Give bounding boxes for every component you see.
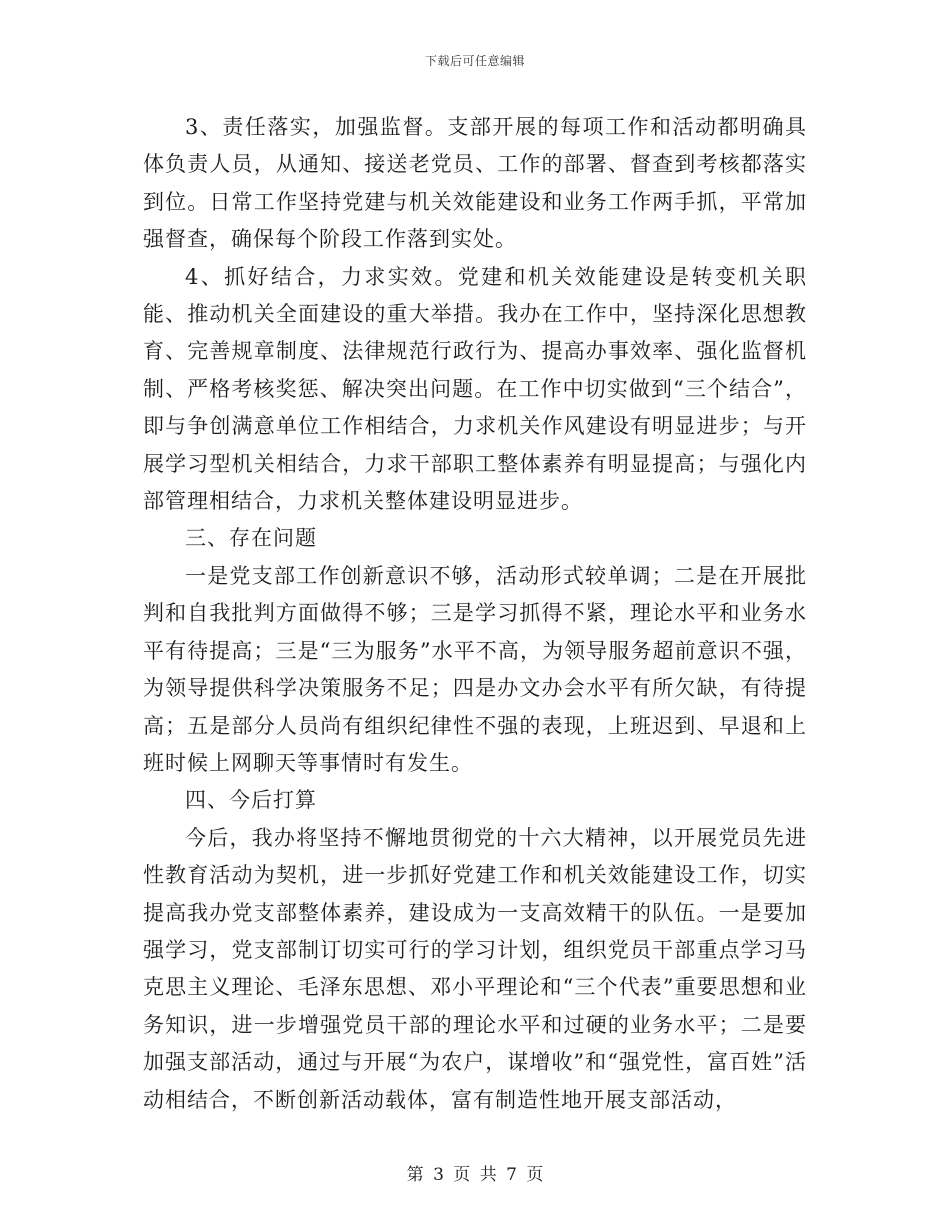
document-body	[143, 109, 807, 1119]
paragraph-problems: 一是党支部工作创新意识不够，活动形式较单调；二是在开展批判和自我批判方面做得不够；三是学习抓得不紧，理论水平和业务水平有待提高；三是“三为服务”水平不高，为领导服务超前意识不强，为领导提供科学决策服务不足；四是办文办会水平有所欠缺，有待提高；五是部分人员尚有组织纪律性不强的表现，上班迟到、早退和上班时候上网聊天等事情时有发生。	[143, 563, 807, 775]
section-heading-plans: 四、今后打算	[185, 788, 317, 813]
page-number: 第 3 页 共 7 页	[406, 1165, 544, 1185]
page-header: 下载后可任意编辑	[424, 54, 525, 68]
paragraph-plans: 今后，我办将坚持不懈地贯彻党的十六大精神，以开展党员先进性教育活动为契机，进一步抓好党建工作和机关效能建设工作，切实提高我办党支部整体素养，建设成为一支高效精干的队伍。一是要加强学习，党支部制订切实可行的学习计划，组织党员干部重点学习马克思主义理论、毛泽东思想、邓小平理论和“三个代表”重要思想和业务知识，进一步增强党员干部的理论水平和过硬的业务水平；二是要加强支部活动，通过与开展“为农户，谋增收”和“强党性，富百姓”活动相结合，不断创新活动载体，富有制造性地开展支部活动，	[143, 825, 807, 1112]
section-heading-problems: 三、存在问题	[185, 526, 317, 551]
paragraph-combination: 4、抓好结合，力求实效。党建和机关效能建设是转变机关职能、推动机关全面建设的重大举措。我办在工作中，坚持深化思想教育、完善规章制度、法律规范行政行为、提高办事效率、强化监督机制、严格考核奖惩、解决突出问题。在工作中切实做到“三个结合”，即与争创满意单位工作相结合，力求机关作风建设有明显进步；与开展学习型机关相结合，力求干部职工整体素养有明显提高；与强化内部管理相结合，力求机关整体建设明显进步。	[143, 264, 807, 514]
paragraph-responsibility: 3、责任落实，加强监督。支部开展的每项工作和活动都明确具体负责人员，从通知、接送老党员、工作的部署、督查到考核都落实到位。日常工作坚持党建与机关效能建设和业务工作两手抓，平常加强督查，确保每个阶段工作落到实处。	[143, 115, 807, 252]
